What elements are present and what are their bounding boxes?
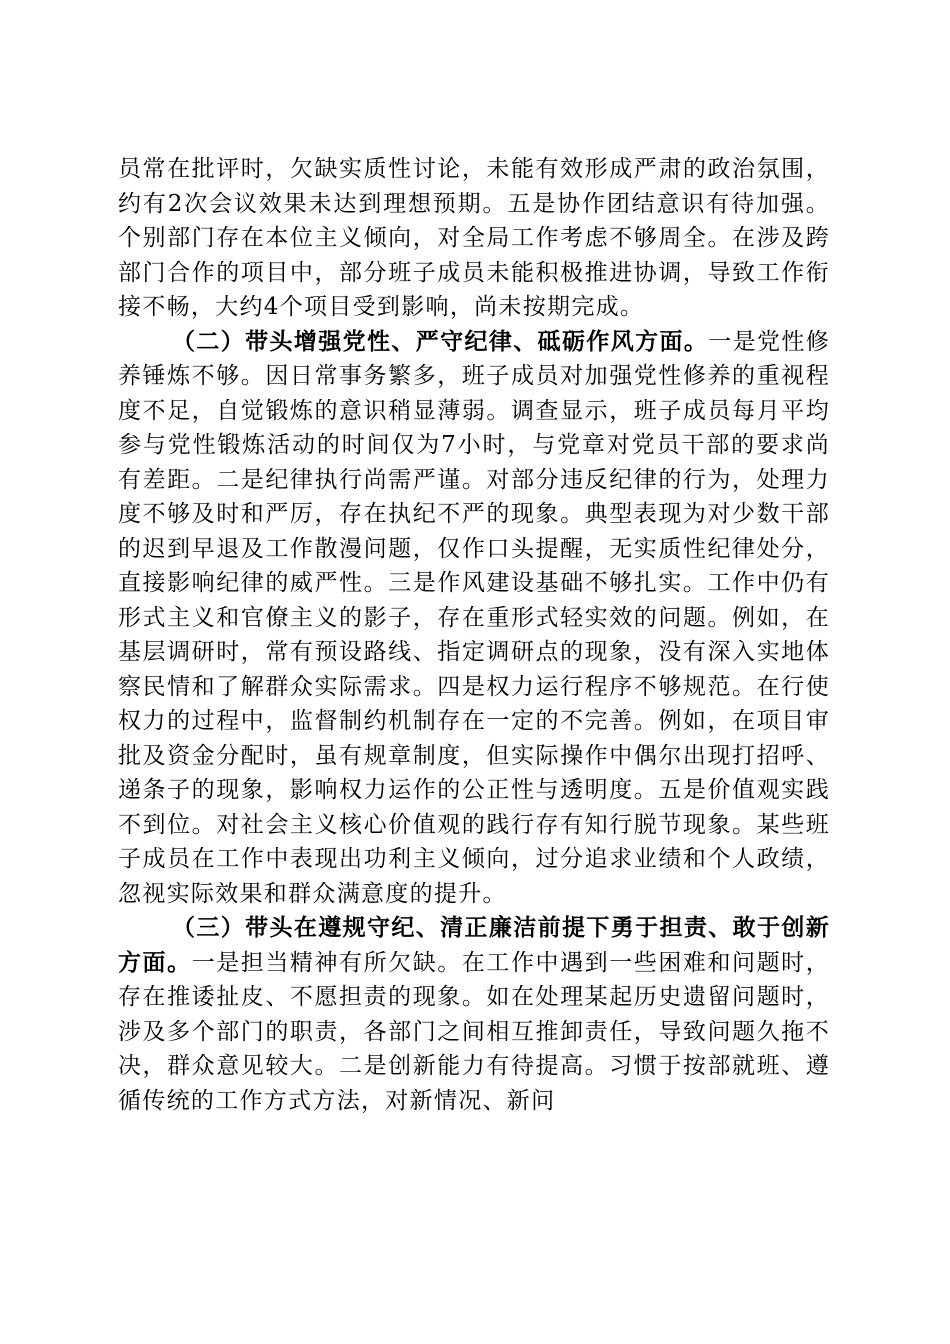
section-2-heading: （二）带头增强党性、严守纪律、砥砺作风方面。 [172,327,709,355]
section-2-text: 一是党性修养锤炼不够。因日常事务繁多，班子成员对加强党性修养的重视程度不足，自觉锻炼的意识稍显薄弱。调查显示，班子成员每月平均参与党性锻炼活动的时间仅为7小时，与党章对党员干部的要求尚有差距。二是纪律执行尚需严谨。对部分违反纪律的行为，处理力度不够及时和严厉，存在执纪不严的现象。典型表现为对少数干部的迟到早退及工作散漫问题，仅作口头提醒，无实质性纪律处分，直接影响纪律的威严性。三是作风建设基础不够扎实。工作中仍有形式主义和官僚主义的影子，存在重形式轻实效的问题。例如，在基层调研时，常有预设路线、指定调研点的现象，没有深入实地体察民情和了解群众实际需求。四是权力运行程序不够规范。在行使权力的过程中，监督制约机制存在一定的不完善。例如，在项目审批及资金分配时，虽有规章制度，但实际操作中偶尔出现打招呼、递条子的现象，影响权力运作的公正性与透明度。五是价值观实践不到位。对社会主义核心价值观的践行存有知行脱节现象。某些班子成员在工作中表现出功利主义倾向，过分追求业绩和个人政绩，忽视实际效果和群众满意度的提升。 [118,328,830,907]
paragraph-1-text: 员常在批评时，欠缺实质性讨论，未能有效形成严肃的政治氛围，约有2次会议效果未达到理想预期。五是协作团结意识有待加强。个别部门存在本位主义倾向，对全局工作考虑不够周全。在涉及跨部门合作的项目中，部分班子成员未能积极推进协调，导致工作衔接不畅，大约4个项目受到影响，尚未按期完成。 [118,156,830,320]
paragraph-section-3 [118,911,830,1118]
paragraph-continuation [118,152,830,325]
document-page [118,152,830,1118]
paragraph-section-2 [118,325,830,912]
section-3-text: 一是担当精神有所欠缺。在工作中遇到一些困难和问题时，存在推诿扯皮、不愿担责的现象。如在处理某起历史遗留问题时，涉及多个部门的职责，各部门之间相互推卸责任，导致问题久拖不决，群众意见较大。二是创新能力有待提高。习惯于按部就班、遵循传统的工作方式方法，对新情况、新问 [118,949,830,1114]
section-3-heading: （三）带头在遵规守纪、清正廉洁前提下勇于担责、敢于创新方面。 [118,914,830,976]
